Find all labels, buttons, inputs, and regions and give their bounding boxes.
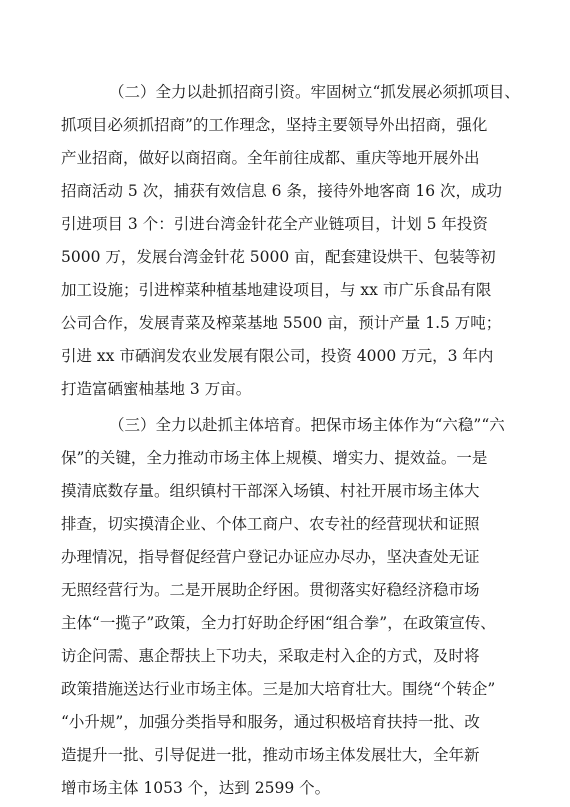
text-line: 访企问需、惠企帮扶上下功夫，采取走村入企的方式，及时将 (61, 647, 480, 665)
text-line: （三）全力以赴抓主体培育。把保市场主体作为“六稳”“六 (109, 416, 505, 434)
text-line: 引进项目 3 个：引进台湾金针花全产业链项目，计划 5 年投资 (61, 215, 488, 233)
text-line: （二）全力以赴抓招商引资。牢固树立“抓发展必须抓项目、 (109, 83, 520, 101)
text-line: 公司合作，发展青菜及榨菜基地 5500 亩，预计产量 1.5 万吨； (61, 314, 502, 332)
text-line: 政策措施送达行业市场主体。三是加大培育壮大。围绕“个转企” (61, 680, 496, 698)
text-line: 增市场主体 1053 个，达到 2599 个。 (61, 779, 331, 797)
text-line: 主体“一揽子”政策，全力打好助企纾困“组合拳”，在政策宣传、 (61, 614, 496, 632)
text-line: 招商活动 5 次，捕获有效信息 6 条，接待外地客商 16 次，成功 (61, 182, 503, 200)
text-line: 产业招商，做好以商招商。全年前往成都、重庆等地开展外出 (61, 149, 480, 167)
text-line: 保”的关键，全力推动市场主体上规模、增实力、提效益。一是 (61, 449, 488, 467)
text-line: 打造富硒蜜柚基地 3 万亩。 (61, 380, 252, 398)
text-line: 加工设施；引进榨菜种植基地建设项目，与 xx 市广乐食品有限 (61, 281, 492, 299)
text-line: 抓项目必须抓招商”的工作理念，坚持主要领导外出招商，强化 (61, 116, 488, 134)
text-line: “小升规”，加强分类指导和服务，通过积极培育扶持一批、改 (61, 713, 480, 731)
text-line: 引进 xx 市硒润发农业发展有限公司，投资 4000 万元，3 年内 (61, 347, 494, 365)
text-line: 办理情况，指导督促经营户登记办证应办尽办，坚决查处无证 (61, 548, 480, 566)
text-line: 无照经营行为。二是开展助企纾困。贯彻落实好稳经济稳市场 (61, 581, 480, 599)
text-line: 摸清底数存量。组织镇村干部深入场镇、村社开展市场主体大 (61, 482, 480, 500)
text-line: 5000 万，发展台湾金针花 5000 亩，配套建设烘干、包装等初 (61, 248, 496, 266)
text-line: 排查，切实摸清企业、个体工商户、农专社的经营现状和证照 (61, 515, 480, 533)
text-line: 造提升一批、引导促进一批，推动市场主体发展壮大，全年新 (61, 746, 480, 764)
